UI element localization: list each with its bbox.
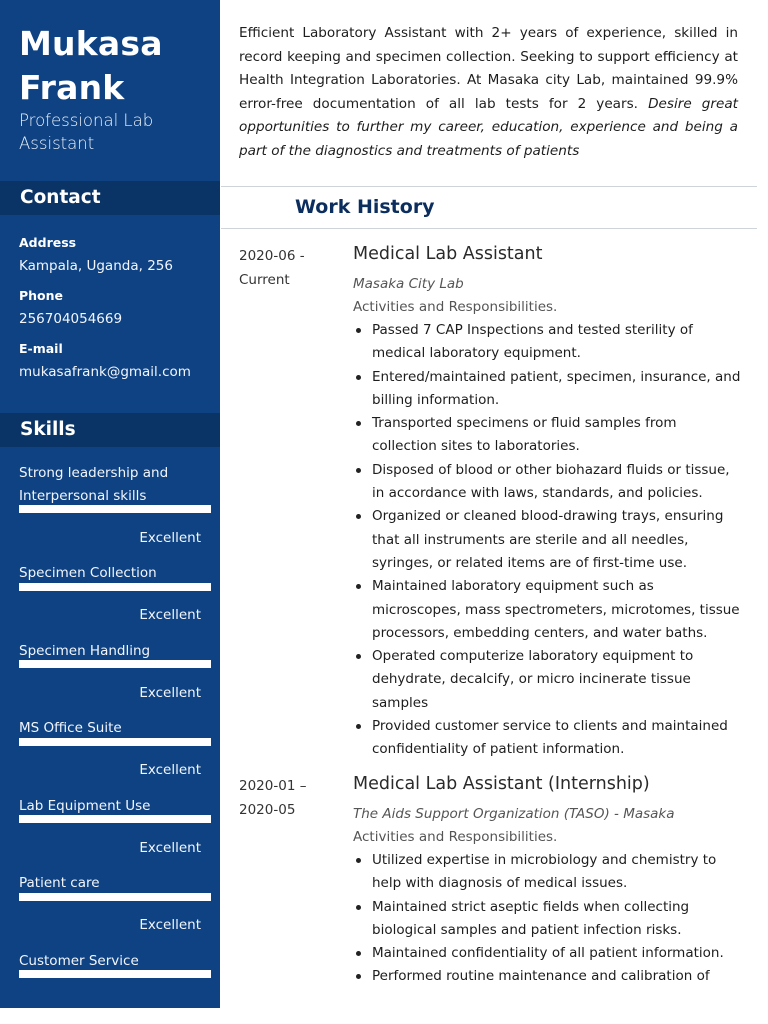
skill-bar-fill [19, 660, 211, 668]
candidate-name [19, 22, 209, 110]
skill-level: Excellent [139, 607, 201, 623]
skill-bar [19, 660, 211, 668]
job-date [239, 244, 339, 292]
skill-bar-fill [19, 815, 211, 823]
skill-name: Patient care [19, 875, 100, 891]
job-role: Medical Lab Assistant [353, 244, 543, 264]
phone-value[interactable]: 256704054669 [19, 311, 123, 327]
skills-header: Skills [0, 413, 220, 447]
skill-bar [19, 893, 211, 901]
list-item: Passed 7 CAP Inspections and tested sterility of medical laboratory equipment. [372, 319, 742, 366]
name-first: Mukasa [19, 24, 163, 63]
skill-name: Lab Equipment Use [19, 798, 151, 814]
job-responsibilities [372, 849, 742, 989]
skill-bar [19, 583, 211, 591]
skill-bar-fill [19, 583, 211, 591]
divider [221, 186, 757, 187]
list-item: Maintained laboratory equipment such as microscopes, mass spectrometers, microtomes, tissue processors, embedding centers, and water baths. [372, 575, 742, 645]
skill-bar [19, 970, 211, 978]
skill-bar [19, 738, 211, 746]
professional-summary [239, 22, 738, 163]
job-company: Masaka City Lab [353, 276, 464, 292]
job-intro: Activities and Responsibilities. [353, 829, 558, 845]
divider [221, 228, 757, 229]
skill-level: Excellent [139, 762, 201, 778]
list-item: Utilized expertise in microbiology and chemistry to help with diagnosis of medical issues. [372, 849, 742, 896]
list-item: Transported specimens or fluid samples from collection sites to laboratories. [372, 412, 742, 459]
address-label: Address [19, 235, 77, 250]
skill-name: Customer Service [19, 953, 139, 969]
skill-name: MS Office Suite [19, 720, 122, 736]
list-item: Operated computerize laboratory equipment to dehydrate, decalcify, or micro incinerate tissue samples [372, 645, 742, 715]
contact-header: Contact [0, 181, 220, 215]
professional-title: Professional Lab Assistant [19, 111, 154, 153]
skill-level: Excellent [139, 840, 201, 856]
email-value[interactable]: mukasafrank@gmail.com [19, 364, 191, 380]
skill-bar-fill [19, 505, 211, 513]
skill-bar [19, 815, 211, 823]
job-role: Medical Lab Assistant (Internship) [353, 774, 650, 794]
address-value: Kampala, Uganda, 256 [19, 258, 173, 274]
job-date-end: Current [239, 272, 290, 288]
job-company: The Aids Support Organization (TASO) - Masaka [353, 806, 675, 822]
list-item: Performed routine maintenance and calibration of [372, 965, 742, 988]
list-item: Disposed of blood or other biohazard fluids or tissue, in accordance with laws, standards, and policies. [372, 459, 742, 506]
job-date [239, 774, 339, 822]
list-item: Maintained strict aseptic fields when collecting biological samples and patient infection risks. [372, 896, 742, 943]
list-item: Entered/maintained patient, specimen, insurance, and billing information. [372, 366, 742, 413]
job-date-start: 2020-01 – [239, 778, 307, 794]
job-date-end: 2020-05 [239, 802, 296, 818]
list-item: Organized or cleaned blood-drawing trays, ensuring that all instruments are sterile and all needles, syringes, or related items are of first-time use. [372, 505, 742, 575]
skill-bar-fill [19, 738, 211, 746]
skill-level: Excellent [139, 530, 201, 546]
sidebar [0, 0, 220, 1008]
skill-bar [19, 505, 211, 513]
phone-label: Phone [19, 288, 64, 303]
skill-bar-fill [19, 893, 211, 901]
summary-text: Efficient Laboratory Assistant with 2+ years of experience, skilled in record keeping and specimen collection. Seeking to support efficiency at Health Integration Laboratories. At Masaka city Lab, maintained 99.9% error-free documentation of all lab tests for 2 years. [239, 25, 738, 112]
summary-italic: Desire great opportunities to further my career, education, experience and being a part of the diagnostics and treatments of patients [239, 95, 738, 159]
job-responsibilities [372, 319, 742, 762]
email-label: E-mail [19, 341, 63, 356]
job-date-start: 2020-06 - [239, 248, 305, 264]
list-item: Provided customer service to clients and maintained confidentiality of patient information. [372, 715, 742, 762]
skill-level: Excellent [139, 917, 201, 933]
skill-bar-fill [19, 970, 211, 978]
job-intro: Activities and Responsibilities. [353, 299, 558, 315]
skill-level: Excellent [139, 685, 201, 701]
skill-name: Strong leadership and Interpersonal skills [19, 465, 169, 504]
name-last: Frank [19, 68, 125, 107]
work-history-header: Work History [295, 196, 435, 218]
skill-name: Specimen Collection [19, 565, 157, 581]
skill-name: Specimen Handling [19, 643, 151, 659]
list-item: Maintained confidentiality of all patient information. [372, 942, 742, 965]
